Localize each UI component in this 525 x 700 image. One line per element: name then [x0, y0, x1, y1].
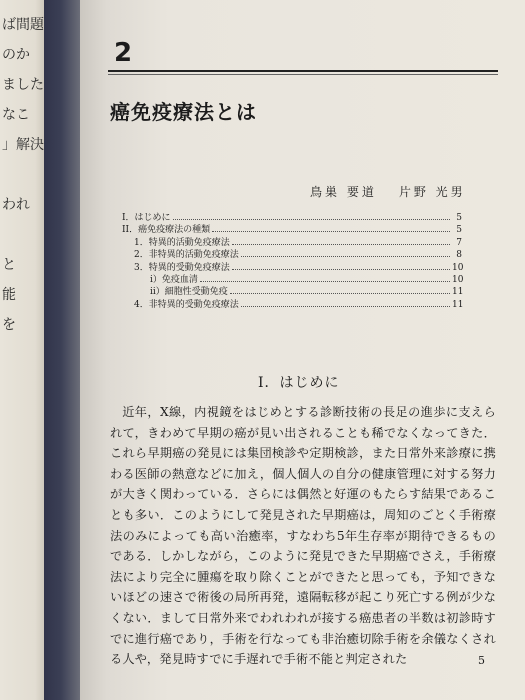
toc-entry — [122, 235, 462, 247]
previous-page-line: われ — [2, 197, 30, 213]
toc-entry-label: i）免疫血清 — [150, 274, 198, 285]
toc-entry — [122, 260, 462, 272]
body-paragraph: 近年，X線，内視鏡をはじめとする診断技術の長足の進歩に支えられて，きわめて早期の癌が見い出されることも稀でなくなってきた．これら早期癌の発見には集団検診や定期検診，また日常外来診療に携わる医師の熱意などに加え，個人個人の自分の健康管理に対する努力が大きく関わっている．さらには偶然と好運のもたらす結果であることも多い．このようにして発見された早期癌は，周知のごとく手術療法のみによっても高い治癒率，すなわち5年生存率が期待できるものである．しかしながら，このように発見できた早期癌でさえ，手術療法により完全に腫瘍を取り除くことができたと思っても，予知できないほどの速さで術後の局所再発，遠隔転移が起こり死亡する例が少なくない．まして日常外来でわれわれが接する癌患者の半数は初診時すでに進行癌であり，手術を行なっても非治癒切除手術を余儀なくされる人や，発見時すでに手遅れで手術不能と判定された — [110, 405, 496, 667]
toc-leader-dots — [173, 213, 450, 220]
toc-entry-label: II．癌免疫療法の種類 — [122, 225, 211, 236]
previous-page-line: ました — [2, 77, 44, 93]
table-of-contents — [122, 210, 462, 309]
toc-leader-dots — [241, 250, 450, 257]
toc-entry — [122, 297, 462, 309]
chapter-rule-thin — [108, 74, 498, 75]
toc-entry-page: 5 — [456, 213, 462, 223]
toc-entry — [122, 284, 462, 296]
toc-leader-dots — [212, 225, 450, 232]
body-text — [110, 402, 496, 670]
previous-page-line: 能 — [2, 287, 16, 303]
toc-entry-label: 1．特異的活動免疫療法 — [134, 237, 230, 248]
toc-leader-dots — [232, 263, 450, 270]
toc-entry-page: 10 — [452, 274, 464, 285]
page-number: 5 — [478, 654, 485, 667]
toc-entry — [122, 272, 462, 284]
toc-entry-label: I．はじめに — [122, 213, 171, 223]
toc-entry-label: 2．非特異的活動免疫療法 — [134, 250, 239, 261]
toc-entry-label: ii）細胞性受動免疫 — [150, 287, 228, 298]
toc-leader-dots — [200, 275, 450, 282]
chapter-number: 2 — [114, 38, 133, 68]
previous-page-line: のか — [2, 47, 30, 63]
author-name: 片野 光男 — [398, 185, 466, 199]
previous-page-line: 」解決 — [2, 137, 44, 153]
previous-page-line: と — [2, 257, 16, 273]
toc-entry — [122, 222, 462, 234]
toc-entry-page: 10 — [452, 262, 464, 273]
book-page — [80, 0, 525, 700]
toc-entry-page: 11 — [452, 287, 464, 298]
toc-leader-dots — [241, 300, 450, 307]
toc-leader-dots — [232, 238, 450, 245]
toc-entry-label: 4．非特異的受動免疫療法 — [134, 299, 239, 310]
previous-page-edge — [0, 0, 44, 700]
chapter-title: 癌免疫療法とは — [110, 100, 257, 124]
authors — [310, 183, 488, 200]
author-name: 鳥巣 要道 — [310, 185, 377, 199]
chapter-rule — [108, 70, 498, 72]
toc-entry — [122, 210, 462, 222]
section-heading: I．はじめに — [258, 375, 340, 391]
toc-leader-dots — [230, 287, 450, 294]
toc-entry-page: 11 — [452, 299, 464, 310]
previous-page-line: なこ — [2, 107, 30, 123]
previous-page-line: を — [2, 317, 16, 333]
toc-entry-label: 3．特異的受動免疫療法 — [134, 262, 230, 273]
toc-entry-page: 7 — [456, 237, 462, 248]
previous-page-line: ば間題 — [2, 17, 44, 33]
toc-entry-page: 8 — [456, 250, 462, 261]
toc-entry-page: 5 — [456, 225, 462, 236]
toc-entry — [122, 247, 462, 259]
